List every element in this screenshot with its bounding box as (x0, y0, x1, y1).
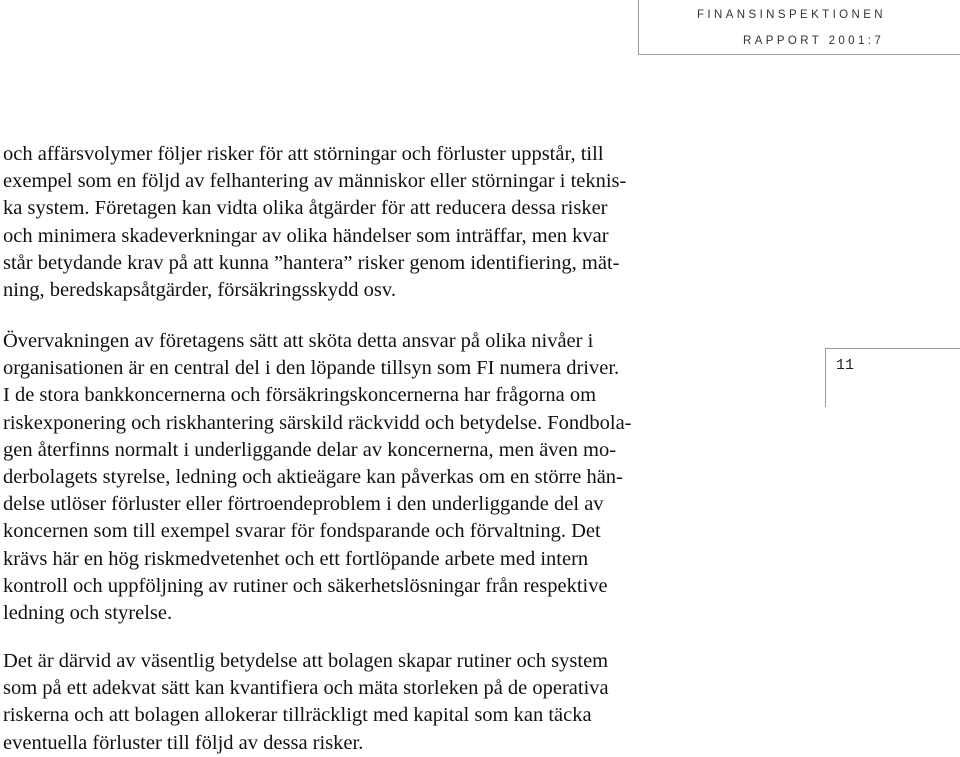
header-organization-name: FINANSINSPEKTIONEN (697, 9, 886, 21)
text-line: exempel som en följd av felhantering av människor eller störningar i teknis- (3, 170, 627, 193)
page-number: 11 (836, 357, 855, 374)
text-line: och minimera skadeverkningar av olika händelser som inträffar, men kvar (3, 224, 609, 247)
text-line: I de stora bankkoncernerna och försäkringskoncernerna har frågorna om (3, 384, 597, 407)
text-line: ka system. Företagen kan vidta olika åtgärder för att reducera dessa risker (3, 197, 608, 220)
text-line: organisationen är en central del i den löpande tillsyn som FI numera driver. (3, 357, 620, 380)
text-line: riskerna och att bolagen allokerar tillräckligt med kapital som kan täcka (3, 704, 592, 727)
paragraph-2 (3, 328, 703, 627)
text-line: derbolagets styrelse, ledning och aktieägare kan påverkas om en större hän- (3, 466, 623, 489)
text-line: kontroll och uppföljning av rutiner och säkerhetslösningar från respektive (3, 574, 608, 597)
page-number-marker (825, 348, 960, 407)
text-line: ledning och styrelse. (3, 602, 173, 625)
header-report-number: RAPPORT 2001:7 (743, 35, 885, 47)
text-line: riskexponering och riskhantering särskild räckvidd och betydelse. Fondbola- (3, 411, 632, 434)
text-line: och affärsvolymer följer risker för att störningar och förluster uppstår, till (3, 143, 604, 165)
text-line: ning, beredskapsåtgärder, försäkringsskydd osv. (3, 279, 396, 302)
paragraph-1 (3, 141, 703, 304)
text-line: Övervakningen av företagens sätt att sköta detta ansvar på olika nivåer i (3, 330, 594, 352)
text-line: Det är därvid av väsentlig betydelse att bolagen skapar rutiner och system (3, 650, 609, 672)
text-line: koncernen som till exempel svarar för fondsparande och förvaltning. Det (3, 520, 601, 543)
running-header (638, 0, 960, 55)
text-line: gen återfinns normalt i underliggande delar av koncernerna, men även mo- (3, 438, 617, 461)
text-line: eventuella förluster till följd av dessa risker. (3, 731, 364, 754)
text-line: står betydande krav på att kunna ”hantera” risker genom identifiering, mät- (3, 251, 620, 274)
text-line: krävs här en hög riskmedvetenhet och ett fortlöpande arbete med intern (3, 547, 589, 570)
text-line: delse utlöser förluster eller förtroendeproblem i den underliggande del av (3, 493, 604, 516)
paragraph-3 (3, 648, 703, 757)
text-line: som på ett adekvat sätt kan kvantifiera och mäta storleken på de operativa (3, 677, 609, 700)
